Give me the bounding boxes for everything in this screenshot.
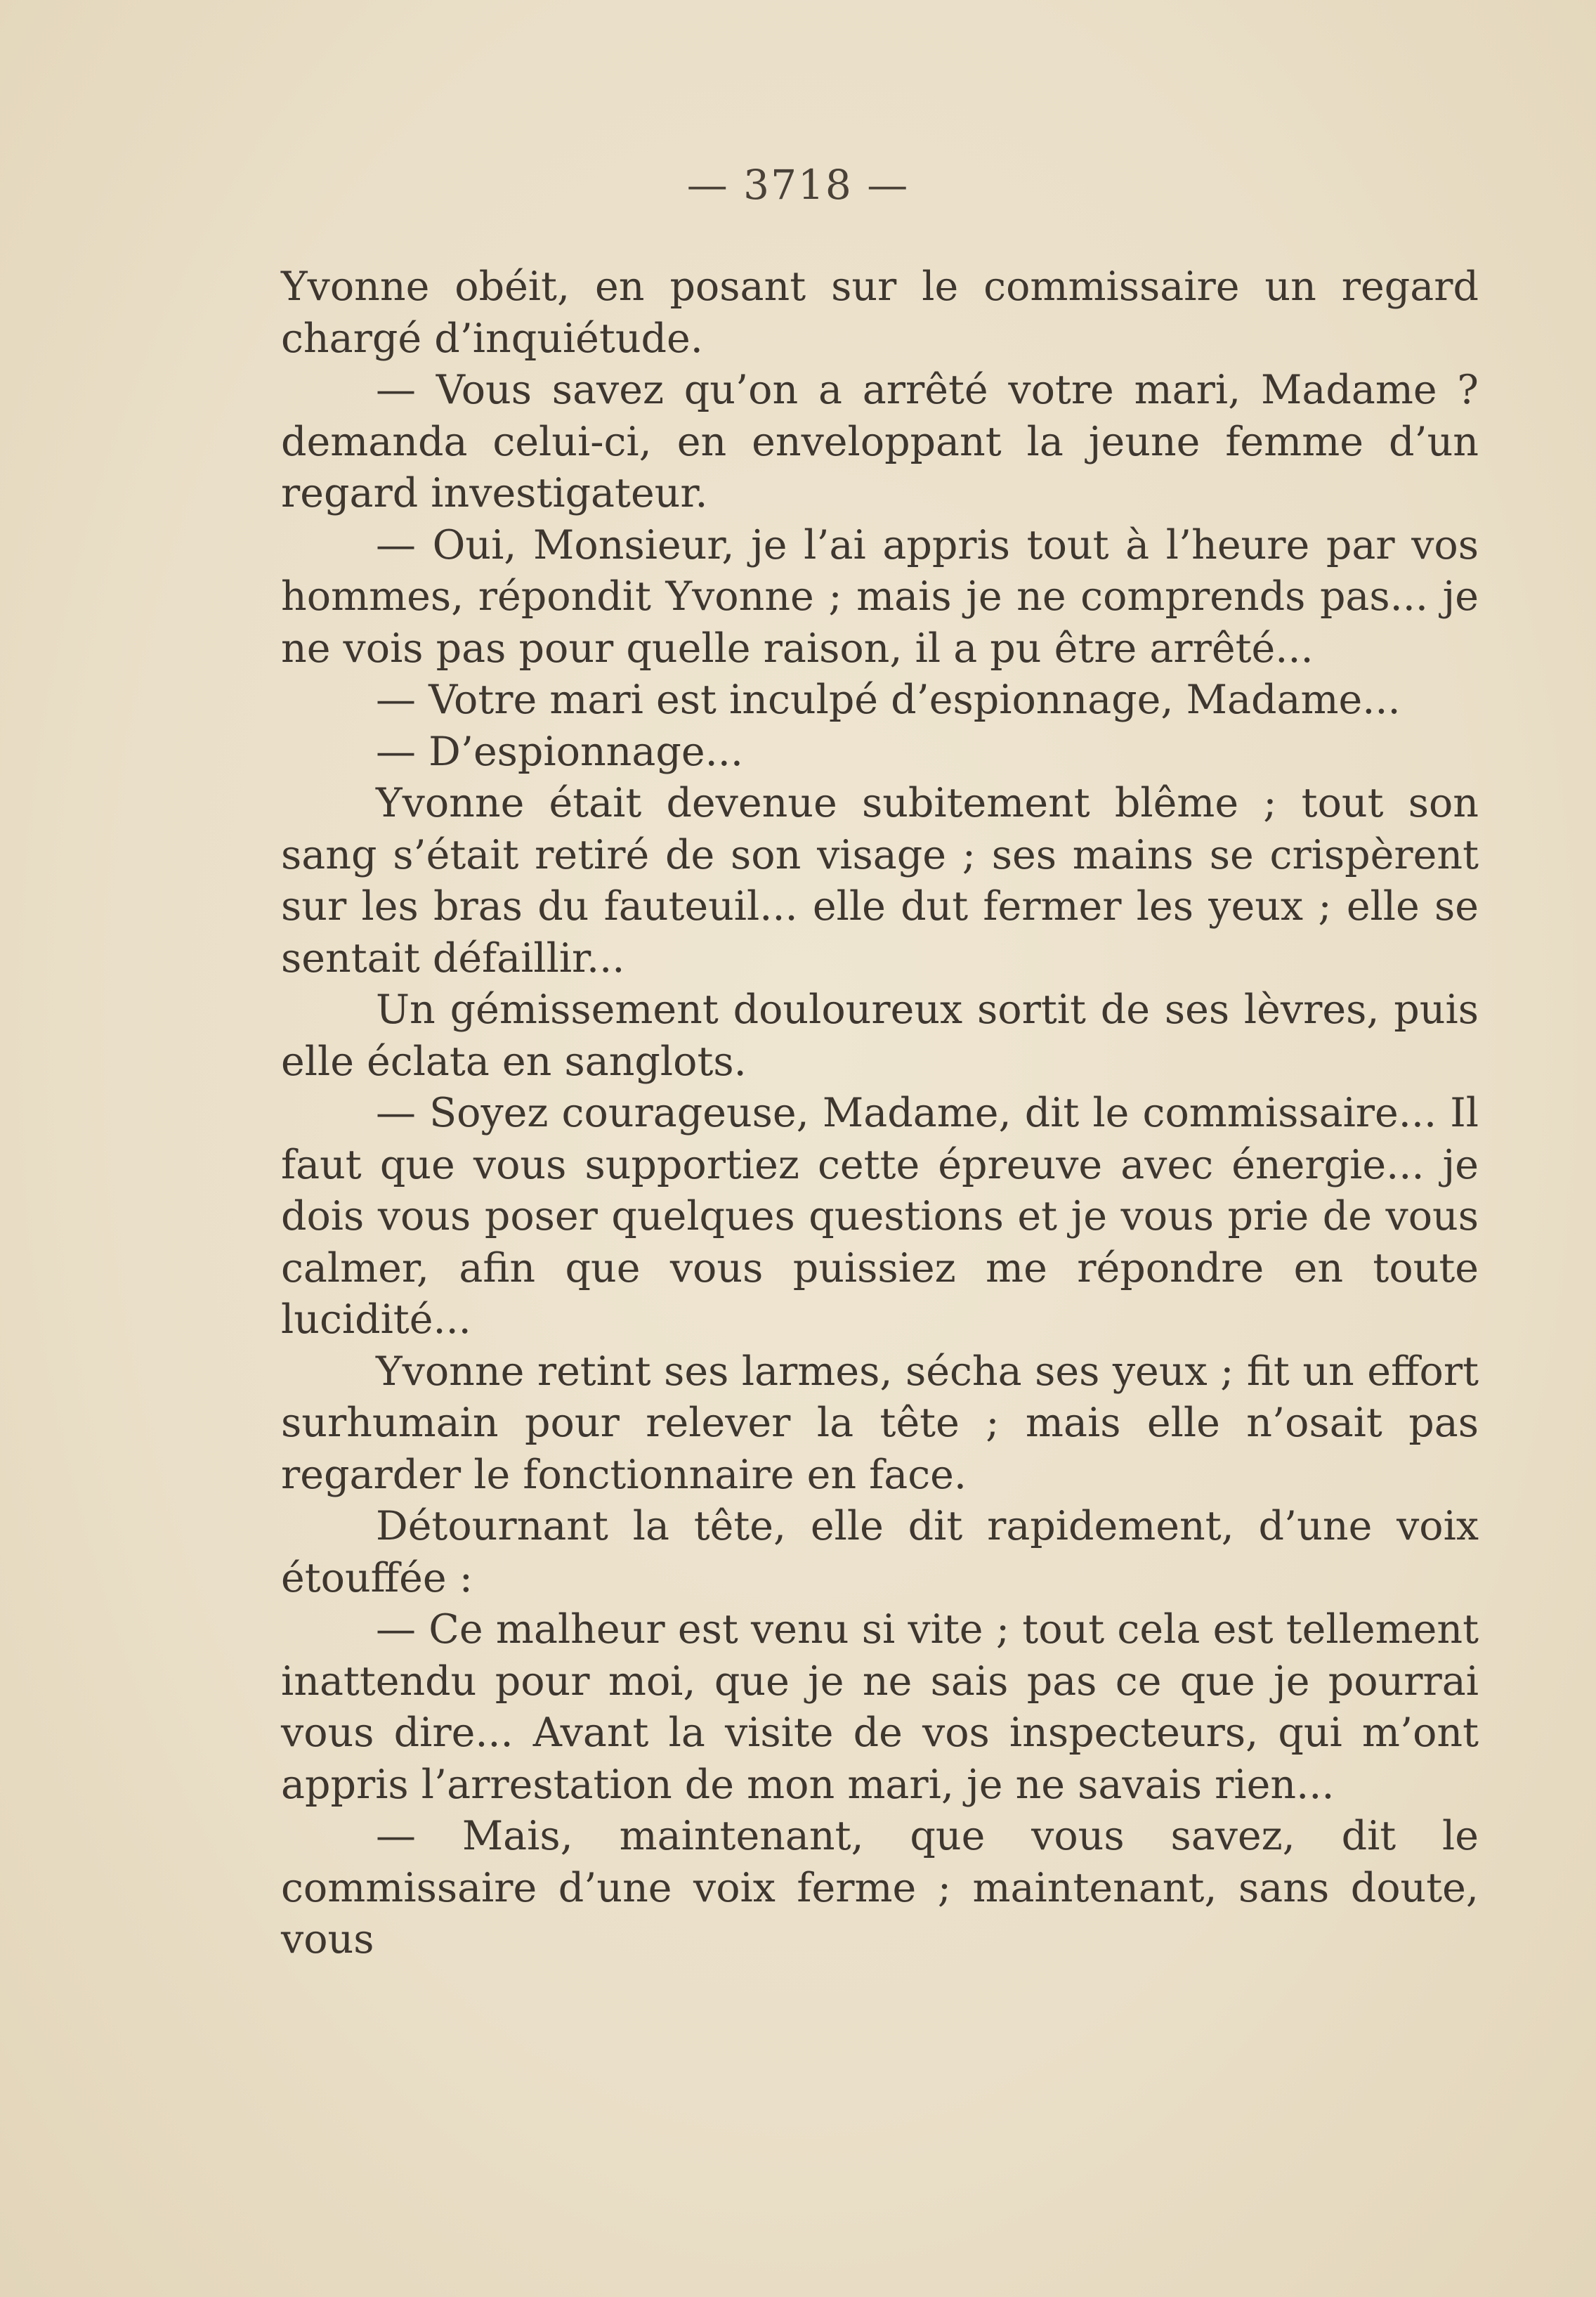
paragraph: — Mais, maintenant, que vous savez, dit le commissaire d’une voix ferme ; maintenant, sans doute, vous: [281, 1813, 1479, 1963]
paragraph: Yvonne retint ses larmes, sécha ses yeux ; fit un effort surhumain pour relever la tête ; mais elle n’osait pas regarder le fonctionnaire en face.: [281, 1348, 1479, 1498]
paragraph: Un gémissement douloureux sortit de ses lèvres, puis elle éclata en sanglots.: [281, 987, 1479, 1085]
paragraph: — D’espionnage...: [376, 728, 743, 775]
paragraph: Yvonne était devenue subitement blême ; tout son sang s’était retiré de son visage ; ses mains se crispèrent sur les bras du fauteuil... elle dut fermer les yeux ; elle se sentait défaillir...: [281, 780, 1479, 982]
paragraph: — Ce malheur est venu si vite ; tout cela est tellement inattendu pour moi, que je ne sais pas ce que je pourrai vous dire... Avant la visite de vos inspecteurs, qui m’ont appris l’arrestation de mon mari, je ne savais rien...: [281, 1606, 1479, 1808]
paragraph: — Vous savez qu’on a arrêté votre mari, Madame ? demanda celui-ci, en enveloppant la jeune femme d’un regard investigateur.: [281, 367, 1479, 516]
body-text: [281, 261, 1479, 1966]
page-number: — 3718 —: [686, 161, 910, 209]
paragraph: — Votre mari est inculpé d’espionnage, Madame...: [376, 677, 1401, 723]
paragraph: Détournant la tête, elle dit rapidement, d’une voix étouffée :: [281, 1503, 1479, 1601]
paragraph: — Oui, Monsieur, je l’ai appris tout à l’heure par vos hommes, répondit Yvonne ; mais je ne comprends pas... je ne vois pas pour quelle raison, il a pu être arrêté...: [281, 521, 1479, 672]
paragraph: Yvonne obéit, en posant sur le commissaire un regard chargé d’inquiétude.: [281, 263, 1479, 362]
paragraph: — Soyez courageuse, Madame, dit le commissaire... Il faut que vous supportiez cette épreuve avec énergie... je dois vous poser quelques questions et je vous prie de vous calmer, afin que vous puissiez me répondre en toute lucidité...: [281, 1090, 1479, 1343]
